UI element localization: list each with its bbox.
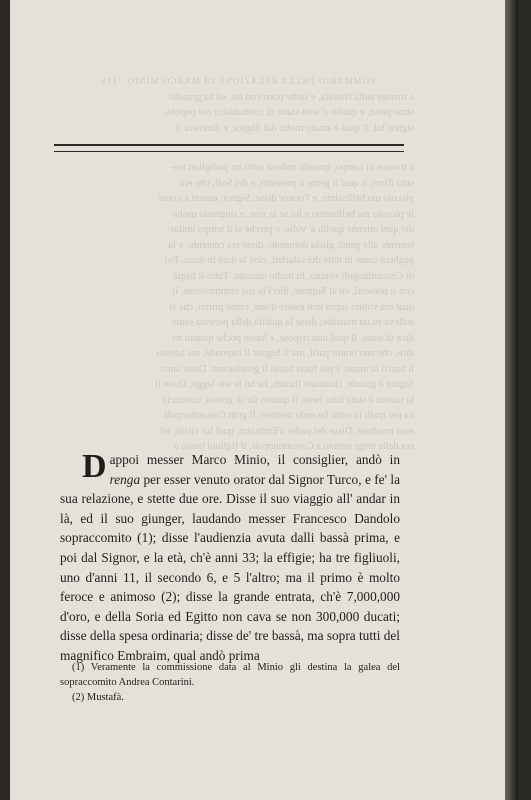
ghost-line: li bascò la mano, e poi fuori bassò li gentiluomo. Disse anco [160, 363, 414, 375]
bleed-through-text [62, 74, 414, 455]
ghost-line: dice di sotto. Il qual non rispose, e bassò poche quanto tre [171, 332, 414, 344]
ghost-line: temente alle genti, gliela domandò; disse era contento, e la [168, 239, 414, 251]
ghost-line: a trovare in campo, quando andava sotto un padiglion tes- [170, 162, 414, 173]
drop-cap: D [82, 448, 107, 485]
ghost-page-number: 116 [100, 76, 117, 86]
ghost-line: qual era voluto sopra non essere d'onè, come primo, che si [168, 301, 414, 313]
ghost-line: del quel ottenne quello a' volle, e perchè si il tempo unitar- [167, 224, 414, 235]
ghost-line: la nazion è stata fatta bene, il quanto dir di grossa, comincia [162, 394, 414, 406]
ghost-line: va per quali la sotto facendo mettere. Il gran Costantinopoli [163, 410, 414, 421]
ghost-line: signor lui. Il qual è amato molto dal Signor, e dimostra il [175, 122, 414, 134]
footnote-1: (1) Veramente la commissione data al Minio gli destina la galea del sopraccomito Andrea Contarini. [60, 662, 400, 688]
ghost-running-head: SOMMARIO DELLA RELAZIONE DI MARCO MINIO 116 [100, 76, 376, 86]
ghost-line: piccolo ma bellissimo, e l'orator disse: Signor, quanti è come [158, 193, 414, 204]
footnotes [60, 660, 400, 705]
ghost-line: dire, che uno orator parli, ma il Signor li rispondè, ma adesso [156, 348, 414, 359]
ghost-line: solleva su un mastabe; disse la qualità della persona esine [171, 317, 414, 328]
ghost-line: Signor è grande, chiamato Ibraim, ha lui le sue legge, Disse li [155, 379, 414, 390]
ghost-line: suto d'oro, il qual li gente li presentò, e del Sofì, che era [179, 177, 414, 189]
ghost-line: le piccolo ma bellissimo e lui se la vise, e ringraziò molto [171, 208, 414, 220]
ghost-line: essa insultare. Disse del padre d'Embraim, qual lui visitò, ed [160, 425, 414, 437]
paragraph-rest: per esser venuto orator dal Signor Turco, e fe' la sua relazione, e stette due ore. Disse il suo viaggio all' andar in là, ed il suo giunger, laudando messer Francesco Dandolo sopraccomito (1); disse l'audienzia avuta dalli bassà prima, e poi dal Signor, e la età, ch'è anni 33; la effigie; ha tre figliuoli, uno d'anni 11, il secondo 6, e 5 l'altro; ma il primo è molto feroce e animoso (2); disse la grande entrata, ch'è 7,000,000 d'oro, e della Soria ed Egitto non cava se non 300,000 ducati; disse della spesa ordinaria; disse de' tre bassà, ma sopra tutti del magnifico Embraim, qual andò prima [60, 471, 400, 663]
ghost-line: era dalle terge venuto a Costantinopoli, il figliuol bassò a [173, 441, 414, 452]
ghost-line: di Costantinopoli venuto, fu molto onorato. Tutto il bagià [173, 270, 414, 282]
book-page [10, 0, 518, 800]
italic-word: renga [109, 471, 141, 487]
footnote-2: (2) Mustafà. [72, 692, 124, 703]
ghost-line: pagherà come in tutte dei salariati, cioè la darà in dono. Poi [164, 255, 414, 266]
ghost-line: con li presenti, ed al Signore, dieci la sua commissione, il [172, 286, 414, 297]
header-rule [54, 144, 404, 152]
paragraph-opening: appoi messer Marco Minio, il consiglier, andò in [109, 452, 400, 467]
page-edge-shadow [505, 0, 518, 800]
main-paragraph [60, 450, 400, 666]
ghost-line: simo poter, e quello a' suoi siano di contrabbico col popolo, [164, 107, 414, 118]
ghost-line: a trovare sulla Natolia, e stette poco con lui, ed ha grandis- [167, 91, 414, 103]
